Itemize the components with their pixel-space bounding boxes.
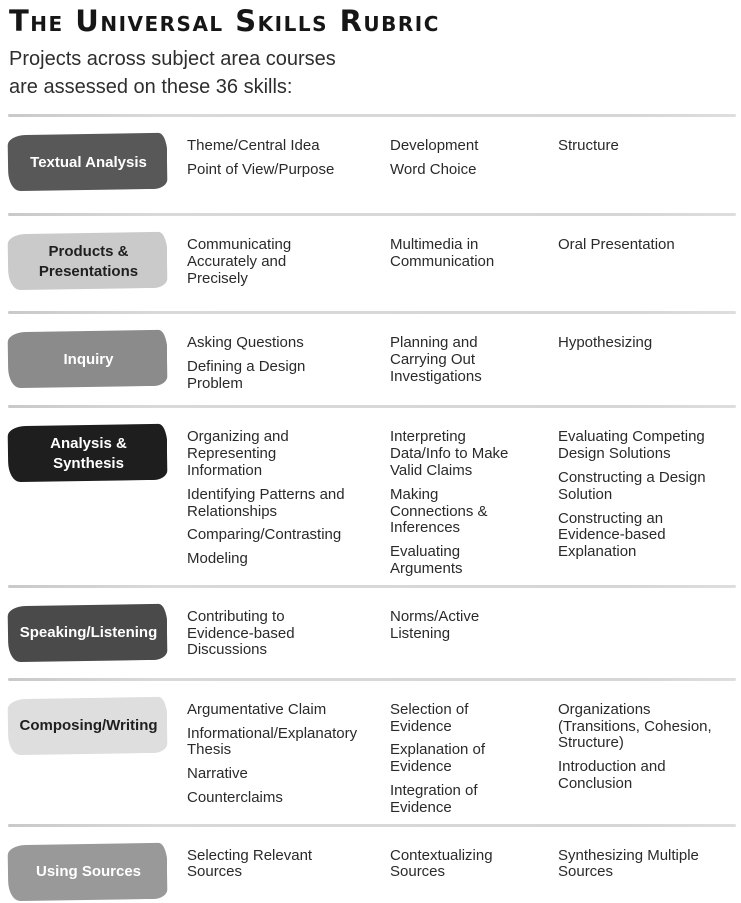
skill-item: Evaluating Competing Design Solutions <box>558 428 705 463</box>
skill-item: Making Connections & Inferences <box>390 485 488 537</box>
skills-column-1 <box>187 333 390 399</box>
skill-item: Explanation of Evidence <box>390 741 486 776</box>
rubric-row <box>0 678 741 824</box>
category-badge <box>10 136 167 189</box>
category-badge <box>10 235 167 288</box>
skill-item: Counterclaims <box>187 788 283 806</box>
subtitle-line-1: Projects across subject area courses <box>9 48 336 71</box>
skill-item: Integration of Evidence <box>390 781 478 816</box>
category-label: Using Sources <box>35 863 142 881</box>
skill-item: Theme/Central Idea <box>187 137 320 155</box>
page-title: The Universal Skills Rubric <box>9 4 440 38</box>
skill-item: Development <box>390 137 479 155</box>
category-badge <box>10 607 167 660</box>
skill-item: Modeling <box>187 550 248 568</box>
skills-column-3 <box>558 700 731 824</box>
category-label: Inquiry <box>63 351 114 369</box>
skills-column-1 <box>187 427 390 584</box>
category-badge <box>10 333 167 386</box>
skill-item: Word Choice <box>390 161 477 179</box>
category-label: Analysis & Synthesis <box>50 435 127 472</box>
skill-item: Narrative <box>187 765 248 783</box>
category-badge-cell <box>10 607 187 666</box>
rubric-row <box>0 213 741 311</box>
skill-item: Hypothesizing <box>558 334 653 352</box>
row-content <box>0 117 741 189</box>
skill-item: Informational/Explanatory Thesis <box>187 724 358 759</box>
skills-column-1 <box>187 700 390 824</box>
rubric-row <box>0 585 741 678</box>
category-badge <box>10 700 167 753</box>
skills-column-2 <box>390 607 558 666</box>
skills-column-3 <box>558 136 731 189</box>
category-badge-cell <box>10 333 187 399</box>
skills-column-3 <box>558 333 731 399</box>
skills-column-3 <box>558 846 731 899</box>
page-subtitle <box>9 45 731 101</box>
category-badge <box>10 846 167 899</box>
skill-item: Contributing to Evidence-based Discussions <box>187 607 295 659</box>
skill-item: Communicating Accurately and Precisely <box>187 236 292 287</box>
skills-column-2 <box>390 333 558 399</box>
row-content <box>0 588 741 666</box>
row-content <box>0 681 741 824</box>
skill-item: Organizations (Transitions, Cohesion, Structure) <box>558 700 712 752</box>
rubric-row <box>0 405 741 584</box>
skills-column-1 <box>187 846 390 899</box>
skill-item: Identifying Patterns and Relationships <box>187 485 345 520</box>
skill-item: Contextualizing Sources <box>390 846 493 881</box>
skills-column-3 <box>558 607 731 666</box>
skill-item: Organizing and Representing Information <box>187 428 289 479</box>
skill-item: Constructing an Evidence-based Explanation <box>558 509 666 561</box>
skills-column-1 <box>187 607 390 666</box>
rubric-row <box>0 114 741 213</box>
skills-column-1 <box>187 136 390 189</box>
subtitle-line-2: are assessed on these 36 skills: <box>9 76 293 99</box>
skill-item: Asking Questions <box>187 334 304 352</box>
skill-item: Argumentative Claim <box>187 700 327 718</box>
category-badge-cell <box>10 700 187 824</box>
header <box>0 0 741 101</box>
skill-item: Norms/Active Listening <box>390 607 480 642</box>
skill-item: Planning and Carrying Out Investigations <box>390 334 482 385</box>
skill-item: Interpreting Data/Info to Make Valid Claims <box>390 428 509 479</box>
skills-column-2 <box>390 235 558 294</box>
row-content <box>0 314 741 399</box>
skills-column-2 <box>390 136 558 189</box>
skill-item: Point of View/Purpose <box>187 161 335 179</box>
rubric-table <box>0 114 741 902</box>
skills-column-2 <box>390 427 558 584</box>
rubric-row <box>0 824 741 903</box>
skill-item: Synthesizing Multiple Sources <box>558 846 699 881</box>
category-label: Speaking/Listening <box>19 624 158 642</box>
rubric-row <box>0 311 741 405</box>
skill-item: Defining a Design Problem <box>187 358 306 392</box>
skills-column-1 <box>187 235 390 294</box>
skill-item: Oral Presentation <box>558 236 675 254</box>
skills-column-3 <box>558 235 731 294</box>
skill-item: Multimedia in Communication <box>390 236 495 271</box>
skill-item: Comparing/Contrasting <box>187 526 342 544</box>
category-badge-cell <box>10 427 187 584</box>
skill-item: Evaluating Arguments <box>390 543 463 577</box>
skill-item: Introduction and Conclusion <box>558 758 666 792</box>
row-content <box>0 827 741 899</box>
skill-item: Selection of Evidence <box>390 700 469 735</box>
category-badge-cell <box>10 846 187 899</box>
category-badge-cell <box>10 136 187 189</box>
category-label: Products & Presentations <box>38 243 139 280</box>
row-content <box>0 216 741 294</box>
skills-column-2 <box>390 846 558 899</box>
category-label: Composing/Writing <box>19 717 158 735</box>
skill-item: Structure <box>558 137 619 155</box>
category-badge-cell <box>10 235 187 294</box>
category-badge <box>10 427 167 480</box>
row-content <box>0 408 741 584</box>
skills-column-2 <box>390 700 558 824</box>
skills-column-3 <box>558 427 731 584</box>
skill-item: Selecting Relevant Sources <box>187 846 313 881</box>
category-label: Textual Analysis <box>30 154 147 172</box>
skill-item: Constructing a Design Solution <box>558 468 706 503</box>
